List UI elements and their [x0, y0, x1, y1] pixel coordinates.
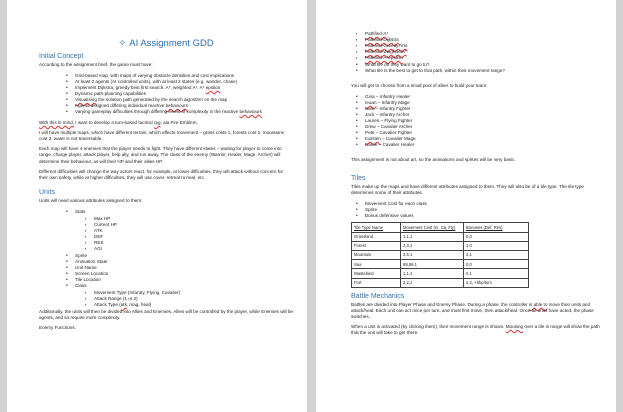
list-item: • Screen Location [75, 271, 293, 277]
document-page-right [316, 0, 616, 412]
list-item: • At least 2 agents (AI controlled units), with at least 2 states (e.g. wander, chase) [75, 79, 293, 85]
allies-list [365, 94, 602, 148]
paragraph: Each map will have 4 enemies that the player needs to fight. They have different states – waiting for player to come into range, charge player, attack player, help ally, and run away. The class of the enemy (Warrior, Healer, Mage, Archer) will determine their behaviour, as will their HP and their allies HP. [39, 146, 282, 164]
list-item: • Karsten – Cavalier Mage [365, 136, 602, 142]
table-row [352, 232, 529, 241]
list-item: • Grid-based map, with maps of varying obstacle densities and cost implications [75, 73, 293, 79]
list-item: • Dynamic path-planning capabilities [75, 91, 293, 97]
paragraph: Battles are divided into Player Phase and Enemy Phase. During a phase, the controller is able to move their units and attack/heal. Each unit can act once per turn, and must first move, then attack/heal. Once all units have acted, the phase switches. [351, 301, 594, 319]
list-item: • Implement Dijkstra, greedy best first search, A*, weighted A*, A* epsilon [75, 85, 293, 91]
units-list [75, 209, 293, 215]
list-item: ▪ Attack Range (1 or 2) [94, 296, 293, 302]
title-text: AI Assignment GDD [129, 38, 214, 49]
list-item: ▪ DEF [94, 234, 293, 240]
list-item: ▪ Movement Type (Infantry, Flying, Cavalier) [94, 290, 293, 296]
table-cell: Fort [352, 278, 401, 287]
table-cell: Forest [352, 241, 401, 250]
paragraph: When a unit is activated (by clicking them), their movement range is shown. Mousing over a tile in range will show the path that the unit will take to get there. [351, 324, 600, 336]
list-item: • Jack – Infantry Archer [365, 112, 602, 118]
table-header-row [352, 223, 529, 232]
list-item: • Sam – Infantry Fighter [365, 106, 602, 112]
list-item: ▪ Pathfind-GreedyFirst [365, 43, 602, 49]
list-item: • Stats [75, 209, 293, 215]
table-cell: 2,1 [464, 250, 529, 259]
stats-list [94, 216, 293, 252]
table-cell: 2,3,1 [401, 241, 464, 250]
class-list [94, 290, 293, 308]
list-item: ▪ Pathfind-A* [365, 31, 602, 37]
table-cell: 1,1,1 [401, 232, 464, 241]
list-item: ▪ Pathfind-A*epsilon [365, 55, 602, 61]
paragraph: With this in mind, I want to develop a turn-based tactical rpg, ala Fire Emblem. [39, 120, 198, 126]
paragraph: I will have multiple maps, which have different terrain, which effects movement – grass costs 1, forests cost 2, mountains cost 3, water is not traversable. [39, 130, 284, 142]
unit-attributes-list [75, 253, 293, 289]
table-cell: Grassland [352, 232, 401, 241]
paragraph: Enemy Functions: [39, 325, 76, 331]
table-row [352, 269, 529, 278]
table-cell: 1,0 [464, 241, 529, 250]
heading-initial-concept: Initial Concept [39, 53, 84, 60]
table-cell: Mountain [352, 250, 401, 259]
paragraph: Different difficulties will change the way actors react, for example, at lower difficulties, they will attack without concern for their own safety, while at higher difficulties, they will use cover, retreat to heal, etc. [39, 168, 284, 180]
tiles-intro: Tiles make up the maps and have different attributes assigned to them. They will also be of a tile type. The tile type determines some of their attributes. [351, 184, 584, 196]
tile-table [351, 222, 529, 287]
document-title [39, 38, 293, 49]
table-cell: Wasteland [352, 269, 401, 278]
list-item: ▪ RES [94, 240, 293, 246]
concept-intro: According to the assignment brief, the game must have: [39, 62, 153, 67]
list-item: • Carrie – Cavalier Healer [365, 142, 602, 148]
list-item: ▪ Pathfind-Dijkstra [365, 37, 602, 43]
table-cell: 1,1,1 [401, 269, 464, 278]
table-cell: 2,2, +5hp/turn [464, 278, 529, 287]
list-item: • Drew – Cavalier Archer [365, 124, 602, 130]
concept-list [75, 73, 293, 115]
list-item: • Ieuan – Infantry Mage [365, 100, 602, 106]
table-row [352, 241, 529, 250]
sparkle-icon: ✧ [118, 38, 127, 49]
table-header: Tile Type Name [352, 223, 401, 232]
list-item: ▪ Current HP [94, 222, 293, 228]
list-item: • Varying gameplay difficulties through differing levels of complexity in the reactive behaviours [75, 109, 293, 115]
list-item: • Sprite [75, 253, 293, 259]
table-cell: 0,0 [464, 232, 529, 241]
list-item: • Sprite [365, 207, 602, 213]
heading-units: Units [39, 188, 55, 196]
list-item: ▪ ATK [94, 228, 293, 234]
heading-battle-mechanics: Battle Mechanics [351, 292, 405, 300]
list-item: • What tile do they want to go to? [365, 62, 602, 68]
pathfind-list [365, 31, 602, 61]
list-item: • Tile Location [75, 277, 293, 283]
list-item: • Movement Cost for each class [365, 201, 602, 207]
list-item: • Agents assigned differing individual reactive behaviours [75, 103, 293, 109]
table-cell: Sea [352, 260, 401, 269]
list-item: • Animation State [75, 259, 293, 265]
table-cell: 3,5,1 [401, 250, 464, 259]
table-cell: 0,1 [464, 269, 529, 278]
questions-list [365, 62, 602, 74]
list-item: ▪ Max HP [94, 216, 293, 222]
heading-tiles: Tiles [351, 175, 366, 183]
table-row [352, 250, 529, 259]
list-item: • Class [75, 283, 293, 289]
list-item: ▪ Attack Type (atk, mag, heal) [94, 302, 293, 308]
table-header: Bonuses (Def, Res) [464, 223, 529, 232]
list-item: ▪ AGI [94, 246, 293, 252]
table-cell: 0,0 [464, 260, 529, 269]
list-item: • Gina – Infantry Healer [365, 94, 602, 100]
table-header: Movement Cost (In, Ca, Fly) [401, 223, 464, 232]
list-item: • What tile is the best to get to that path, within their movement range? [365, 68, 602, 74]
allies-intro: You will get to choose from a small pool of allies to build your team: [351, 83, 488, 88]
paragraph: This assignment is not about art, so the animations and sprites will be very basic. [351, 157, 516, 163]
table-cell: 99,99,1 [401, 260, 464, 269]
list-item: • Unit Name [75, 265, 293, 271]
table-row [352, 260, 529, 269]
list-item: • Visualising the solution path generated by the search algorithm on the map [75, 97, 293, 103]
table-cell: 2,2,1 [401, 278, 464, 287]
table-row [352, 278, 529, 287]
list-item: • Lauren – Flying Fighter [365, 118, 602, 124]
paragraph: Additionally, the units will then be divided into Allies and Enemies. Allies will be controlled by the player, while Enemies will be agents, and so require more complexity. [39, 308, 293, 321]
list-item: • Pete – Cavalier Fighter [365, 130, 602, 136]
list-item: ▪ Pathfind-weightedA* [365, 49, 602, 55]
document-page-left [7, 0, 307, 412]
units-intro: Units will need various attributes assigned to them: [39, 197, 143, 203]
tile-attributes-list [365, 201, 602, 219]
list-item: • Bonus defensive values [365, 213, 602, 219]
